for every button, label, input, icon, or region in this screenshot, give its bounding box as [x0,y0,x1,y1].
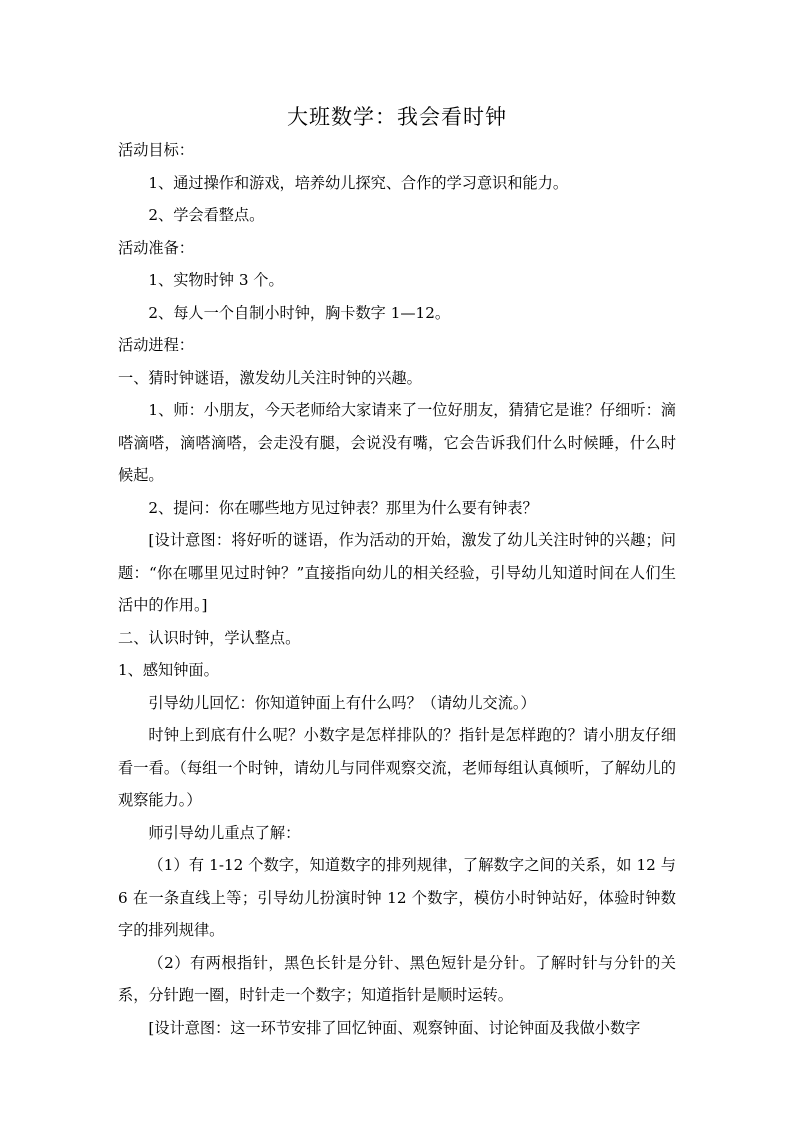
paragraph: 1、感知钟面。 [118,661,219,679]
paragraph: （1）有 1-12 个数字，知道数字的排列规律，了解数字之间的关系，如 12 与 6 在一条直线上等；引导幼儿扮演时钟 12 个数字，模仿小时钟站好，体验时钟数字的排列规律。 [118,856,676,939]
paragraph: 活动目标： [118,141,194,159]
paragraph: 2、每人一个自制小时钟，胸卡数字 1—12。 [148,303,451,322]
paragraph: 1、师：小朋友，今天老师给大家请来了一位好朋友，猜猜它是谁？仔细听：滴嗒滴嗒，滴嗒滴嗒，会走没有腿，会说没有嘴，它会告诉我们什么时候睡，什么时候起。 [118,401,676,484]
paragraph: 1、实物时钟 3 个。 [148,271,284,289]
document-title: 大班数学：我会看时钟 [287,105,507,129]
paragraph: （2）有两根指针，黑色长针是分针、黑色短针是分针。了解时针与分针的关系，分针跑一圈，时针走一个数字；知道指针是顺时运转。 [118,953,676,1004]
paragraph: [设计意图：将好听的谜语，作为活动的开始，激发了幼儿关注时钟的兴趣；问题：“你在哪里见过时钟？”直接指向幼儿的相关经验，引导幼儿知道时间在人们生活中的作用。] [118,531,676,614]
paragraph: 时钟上到底有什么呢？小数字是怎样排队的？指针是怎样跑的？请小朋友仔细看一看。（每组一个时钟，请幼儿与同伴观察交流，老师每组认真倾听，了解幼儿的观察能力。） [118,726,676,809]
paragraph: 引导幼儿回忆：你知道钟面上有什么吗？（请幼儿交流。） [148,693,536,712]
paragraph: [设计意图：这一环节安排了回忆钟面、观察钟面、讨论钟面及我做小数字 [148,1018,641,1037]
paragraph: 活动进程： [118,336,194,354]
document-body [118,134,676,1044]
paragraph: 二、认识时钟，学认整点。 [118,628,301,647]
paragraph: 2、提问：你在哪些地方见过钟表？那里为什么要有钟表？ [148,498,538,517]
paragraph: 一、猜时钟谜语，激发幼儿关注时钟的兴趣。 [118,368,422,387]
paragraph: 活动准备： [118,238,194,257]
paragraph: 师引导幼儿重点了解： [148,823,301,842]
paragraph: 2、学会看整点。 [148,206,265,224]
paragraph: 1、通过操作和游戏，培养幼儿探究、合作的学习意识和能力。 [148,173,569,192]
